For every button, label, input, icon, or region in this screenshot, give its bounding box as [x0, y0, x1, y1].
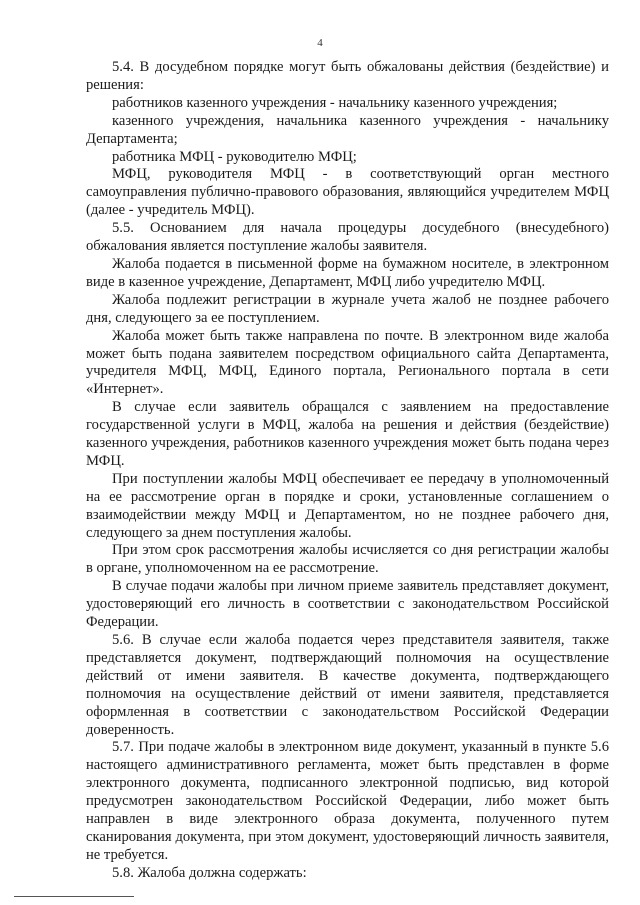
paragraph: Жалоба подается в письменной форме на бумажном носителе, в электронном виде в казенное учреждение, Департамент, МФЦ либо учредителю МФЦ. [86, 255, 609, 290]
paragraph: При поступлении жалобы МФЦ обеспечивает ее передачу в уполномоченный на ее рассмотрение орган в порядке и сроки, установленные соглашением о взаимодействии между МФЦ и Департаментом, но не позднее рабочего дня, следующего за днем поступления жалобы. [86, 470, 609, 541]
paragraph: В случае если заявитель обращался с заявлением на предоставление государственной услуги в МФЦ, жалоба на решения и действия (бездействие) казенного учреждения, работников казенного учреждения может быть подана через МФЦ. [86, 399, 609, 469]
paragraph-5-5: 5.5. Основанием для начала процедуры досудебного (внесудебного) обжалования является поступление жалобы заявителя. [86, 220, 609, 255]
paragraph-item: казенного учреждения, начальника казенного учреждения - начальнику Департамента; [86, 112, 609, 147]
paragraph-item: работника МФЦ - руководителю МФЦ; [112, 148, 357, 165]
paragraph: Жалоба подлежит регистрации в журнале учета жалоб не позднее рабочего дня, следующего за ее поступлением. [86, 291, 609, 326]
paragraph-item: работников казенного учреждения - начальнику казенного учреждения; [112, 94, 558, 111]
footer-divider [14, 896, 134, 897]
paragraph-item: МФЦ, руководителя МФЦ - в соответствующий орган местного самоуправления публично-правового образования, являющийся учредителем МФЦ (далее - учредитель МФЦ). [86, 166, 609, 219]
paragraph-5-7: 5.7. При подаче жалобы в электронном виде документ, указанный в пункте 5.6 настоящего административного регламента, может быть представлен в форме электронного документа, подписанного электронной подписью, вид которой предусмотрен законодательством Российской Федерации, либо может быть направлен в виде электронного образа документа, полученного путем сканирования документа, при этом документ, удостоверяющий личность заявителя, не требуется. [86, 739, 609, 863]
paragraph: Жалоба может быть также направлена по почте. В электронном виде жалоба может быть подана заявителем посредством официального сайта Департамента, учредителя МФЦ, МФЦ, Единого портала, Регионального портала в сети «Интернет». [86, 327, 609, 398]
paragraph: При этом срок рассмотрения жалобы исчисляется со дня регистрации жалобы в органе, уполномоченном на ее рассмотрение. [86, 542, 609, 577]
page-number: 4 [317, 37, 323, 49]
paragraph: В случае подачи жалобы при личном приеме заявитель представляет документ, удостоверяющий его личность в соответствии с законодательством Российской Федерации. [86, 578, 609, 631]
paragraph-5-6: 5.6. В случае если жалоба подается через представителя заявителя, также представляется документ, подтверждающий полномочия на осуществление действий от имени заявителя. В качестве документа, подтверждающего полномочия на осуществление действий от имени заявителя, представляется оформленная в соответствии с законодательством Российской Федерации доверенность. [86, 632, 609, 738]
paragraph-5-4: 5.4. В досудебном порядке могут быть обжалованы действия (бездействие) и решения: [86, 59, 609, 93]
document-body [86, 59, 609, 883]
paragraph-5-8: 5.8. Жалоба должна содержать: [112, 864, 307, 881]
